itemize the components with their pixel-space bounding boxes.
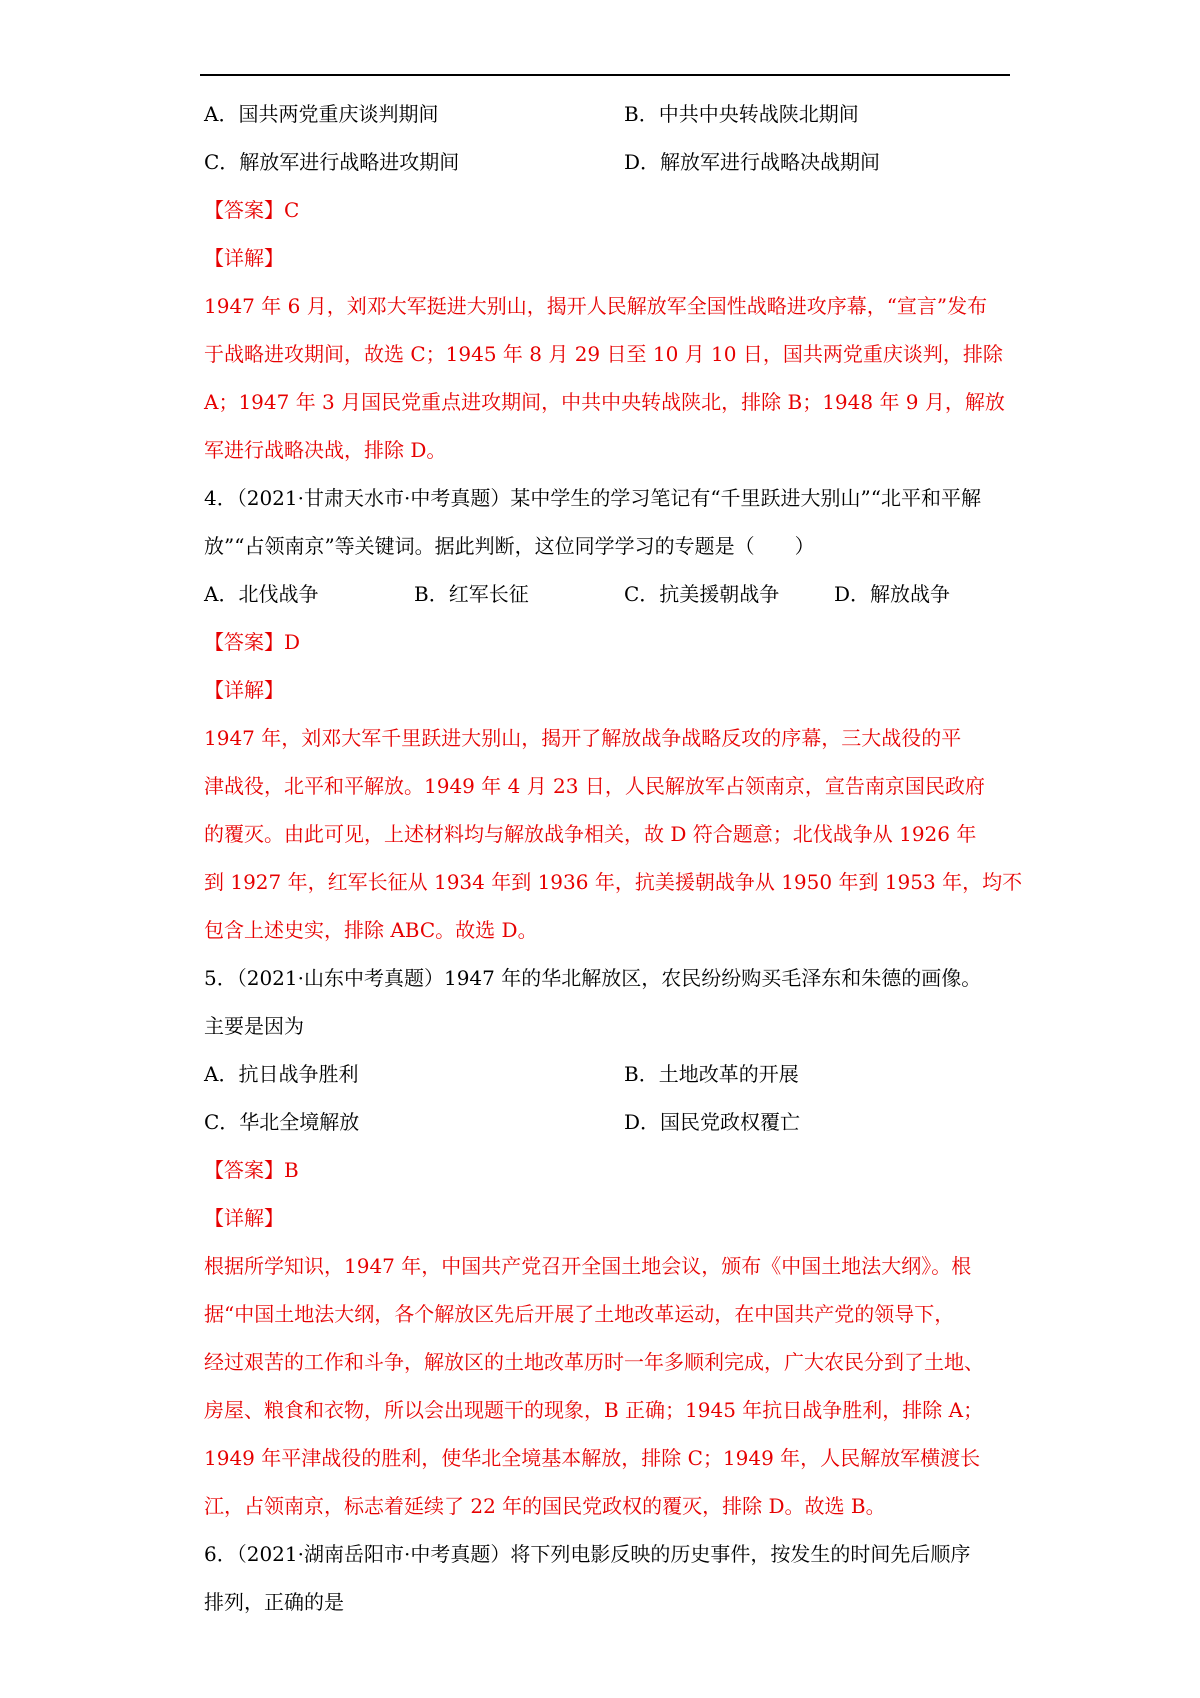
q4-explanation-line: 的覆灭。由此可见，上述材料均与解放战争相关，故 D 符合题意；北伐战争从 1926 年 [204, 822, 977, 846]
q5-explanation-line: 房屋、粮食和衣物，所以会出现题干的现象，B 正确；1945 年抗日战争胜利，排除 A； [204, 1398, 984, 1422]
header-rule [200, 74, 1010, 76]
q4-stem-line: 放”“占领南京”等关键词。据此判断，这位同学学习的专题是（ ） [204, 534, 815, 558]
q4-explanation-line: 1947 年，刘邓大军千里跃进大别山，揭开了解放战争战略反攻的序幕，三大战役的平 [204, 726, 962, 750]
q3-explanation-line: 1947 年 6 月，刘邓大军挺进大别山，揭开人民解放军全国性战略进攻序幕，“宣言”发布 [204, 294, 988, 318]
q4-explanation-line: 到 1927 年，红军长征从 1934 年到 1936 年，抗美援朝战争从 1950 年到 1953 年，均不 [204, 870, 1023, 894]
q4-explanation-line: 包含上述史实，排除 ABC。故选 D。 [204, 918, 538, 942]
q5-stem-line: 5．（2021·山东中考真题）1947 年的华北解放区，农民纷纷购买毛泽东和朱德的画像。 [204, 966, 982, 990]
q4-detail-heading: 【详解】 [204, 678, 284, 702]
q4-option-a: A．北伐战争 [204, 582, 319, 606]
q5-explanation-line: 经过艰苦的工作和斗争，解放区的土地改革历时一年多顺利完成，广大农民分到了土地、 [204, 1350, 984, 1374]
q5-stem-line: 主要是因为 [204, 1014, 304, 1038]
q5-detail-heading: 【详解】 [204, 1206, 284, 1230]
q3-option-d: D．解放军进行战略决战期间 [624, 150, 881, 174]
q3-explanation-line: A；1947 年 3 月国民党重点进攻期间，中共中央转战陕北，排除 B；1948 年 9 月，解放 [204, 390, 1005, 414]
q5-option-c: C．华北全境解放 [204, 1110, 360, 1134]
q5-option-d: D．国民党政权覆亡 [624, 1110, 801, 1134]
q5-answer: 【答案】B [204, 1158, 299, 1182]
q6-stem-line: 排列，正确的是 [204, 1590, 344, 1614]
q5-option-a: A．抗日战争胜利 [204, 1062, 359, 1086]
q4-explanation-line: 津战役，北平和平解放。1949 年 4 月 23 日，人民解放军占领南京，宣告南京国民政府 [204, 774, 985, 798]
q4-answer: 【答案】D [204, 630, 301, 654]
q5-explanation-line: 江，占领南京，标志着延续了 22 年的国民党政权的覆灭，排除 D。故选 B。 [204, 1494, 886, 1518]
q5-explanation-line: 1949 年平津战役的胜利，使华北全境基本解放，排除 C；1949 年，人民解放军横渡长 [204, 1446, 981, 1470]
q3-explanation-line: 于战略进攻期间，故选 C；1945 年 8 月 29 日至 10 月 10 日，国共两党重庆谈判，排除 [204, 342, 1003, 366]
q3-explanation-line: 军进行战略决战，排除 D。 [204, 438, 447, 462]
q4-option-c: C．抗美援朝战争 [624, 582, 780, 606]
q3-option-b: B．中共中央转战陕北期间 [624, 102, 859, 126]
q3-option-a: A．国共两党重庆谈判期间 [204, 102, 439, 126]
q5-explanation-line: 据“中国土地法大纲，各个解放区先后开展了土地改革运动，在中国共产党的领导下， [204, 1302, 955, 1326]
q5-explanation-line: 根据所学知识，1947 年，中国共产党召开全国土地会议，颁布《中国土地法大纲》。根 [204, 1254, 972, 1278]
q6-stem-line: 6．（2021·湖南岳阳市·中考真题）将下列电影反映的历史事件，按发生的时间先后顺序 [204, 1542, 971, 1566]
q3-answer: 【答案】C [204, 198, 300, 222]
q5-option-b: B．土地改革的开展 [624, 1062, 799, 1086]
q4-option-b: B．红军长征 [414, 582, 529, 606]
q4-option-d: D．解放战争 [834, 582, 951, 606]
q3-option-c: C．解放军进行战略进攻期间 [204, 150, 460, 174]
q4-stem-line: 4．（2021·甘肃天水市·中考真题）某中学生的学习笔记有“千里跃进大别山”“北平和平解 [204, 486, 982, 510]
q3-detail-heading: 【详解】 [204, 246, 284, 270]
